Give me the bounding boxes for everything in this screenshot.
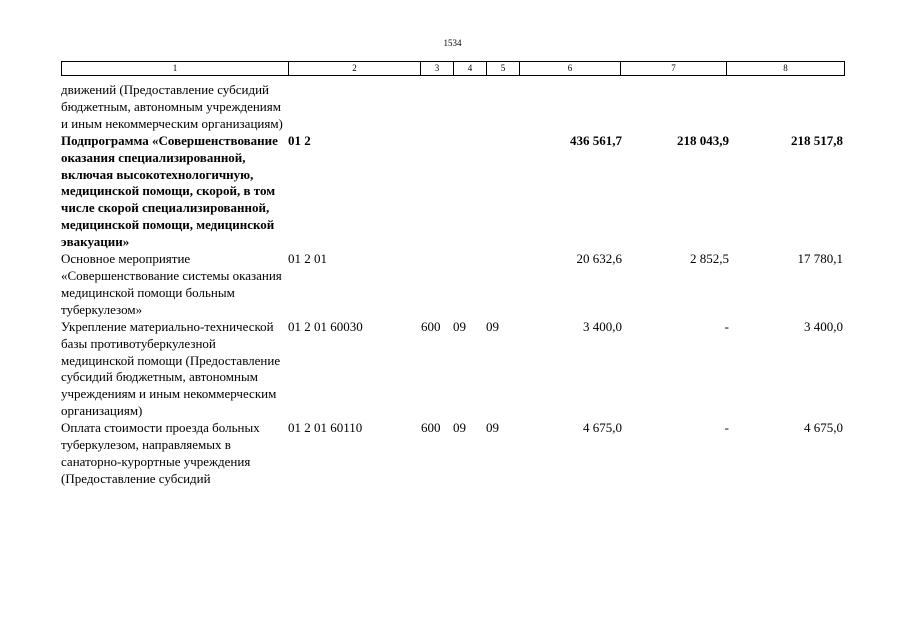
row-vr: 600	[421, 420, 441, 436]
row-code: 01 2 01 60110	[288, 420, 363, 436]
header-col-3: 3	[421, 62, 454, 76]
row-name: Укрепление материально-технической базы противотуберкулезной медицинской помощи (Предоставление субсидий бюджетным, автономным учреждениям и иным некоммерческим организациям)	[61, 318, 281, 419]
header-col-7: 7	[621, 62, 727, 76]
row-value-8: 4 675,0	[804, 420, 843, 436]
row-pr: 09	[486, 420, 499, 436]
row-rz: 09	[453, 318, 466, 334]
header-col-1: 1	[62, 62, 289, 76]
header-col-8: 8	[727, 62, 845, 76]
row-code: 01 2 01	[288, 251, 327, 267]
row-value-7: 218 043,9	[677, 132, 729, 148]
table-row	[0, 133, 905, 251]
table-row	[0, 82, 905, 133]
row-name: Основное мероприятие «Совершенствование системы оказания медицинской помощи больным туберкулезом»	[61, 251, 282, 317]
row-value-8: 17 780,1	[797, 251, 843, 267]
header-col-2: 2	[289, 62, 421, 76]
header-col-6: 6	[520, 62, 621, 76]
row-code: 01 2 01 60030	[288, 318, 363, 334]
row-name: Подпрограмма «Совершенствование оказания специализированной, включая высокотехнологичную, медицинской помощи, скорой, в том числе скорой специализированной, медицинской помощи, медицинской эвакуации»	[61, 132, 278, 250]
row-value-8: 218 517,8	[791, 132, 843, 148]
table-row	[0, 319, 905, 420]
row-value-6: 20 632,6	[576, 251, 622, 267]
row-value-6: 4 675,0	[583, 420, 622, 436]
row-name: движений (Предоставление субсидий бюджетным, автономным учреждениям и иным некоммерческим организациям)	[61, 82, 283, 131]
header-col-5: 5	[487, 62, 520, 76]
row-value-6: 3 400,0	[583, 318, 622, 334]
budget-table-body	[0, 82, 905, 488]
table-row	[0, 420, 905, 488]
column-number-header	[61, 61, 845, 76]
row-name: Оплата стоимости проезда больных туберкулезом, направляемых в санаторно-курортные учреждения (Предоставление субсидий	[61, 420, 260, 486]
row-rz: 09	[453, 420, 466, 436]
row-value-7: 2 852,5	[690, 251, 729, 267]
row-value-7: -	[724, 420, 729, 436]
page-number: 1534	[443, 38, 462, 48]
row-code: 01 2	[288, 132, 311, 148]
row-value-8: 3 400,0	[804, 318, 843, 334]
row-value-7: -	[724, 318, 729, 334]
row-pr: 09	[486, 318, 499, 334]
row-value-6: 436 561,7	[570, 132, 622, 148]
table-row	[0, 251, 905, 319]
header-col-4: 4	[454, 62, 487, 76]
row-vr: 600	[421, 318, 441, 334]
